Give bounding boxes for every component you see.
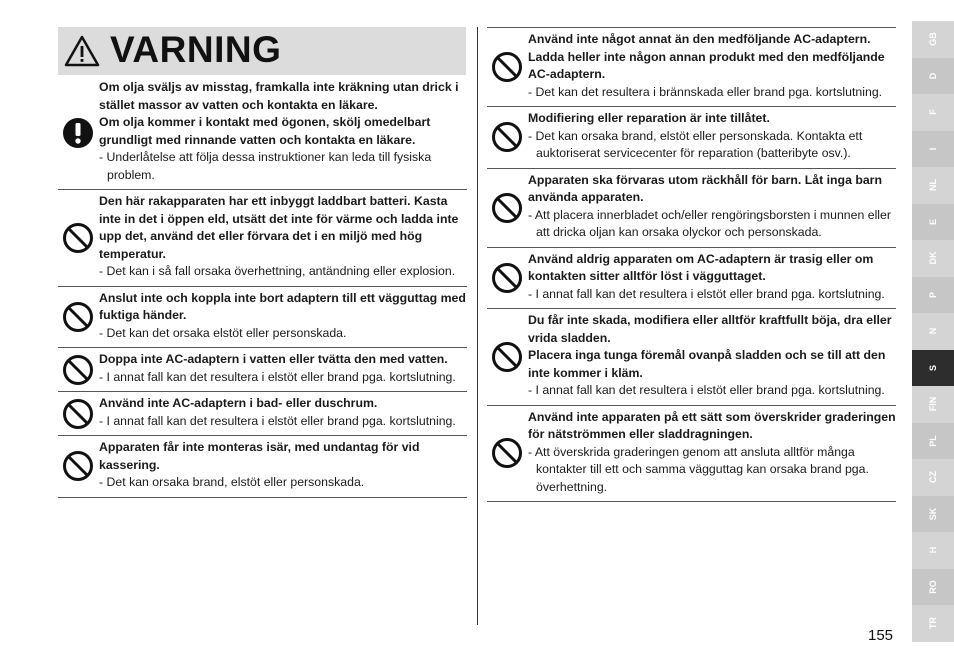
warning-item — [58, 392, 467, 436]
language-tab-label: D — [928, 72, 938, 79]
warning-text — [528, 251, 896, 304]
warning-statement: Om olja sväljs av misstag, framkalla inte kräkning utan drick i stället massor av vatten och kontakta en läkare. — [99, 80, 459, 112]
language-tab-dk[interactable] — [912, 240, 954, 277]
language-tab-label: CZ — [928, 471, 938, 484]
page-number: 155 — [868, 627, 894, 644]
warning-text — [99, 290, 467, 343]
right-column — [487, 27, 896, 502]
prohibited-icon — [62, 354, 94, 386]
warning-note: - Det kan i så fall orsaka överhettning, antändning eller explosion. — [99, 264, 456, 278]
language-tab-f[interactable] — [912, 94, 954, 131]
warning-item — [58, 76, 467, 190]
language-tab-i[interactable] — [912, 131, 954, 168]
language-tab-p[interactable] — [912, 277, 954, 314]
language-tab-h[interactable] — [912, 532, 954, 569]
warning-item — [487, 309, 896, 406]
prohibited-icon — [62, 222, 94, 254]
language-tab-gb[interactable] — [912, 21, 954, 58]
warning-text — [528, 172, 896, 242]
warning-header — [58, 27, 466, 75]
language-tab-d[interactable] — [912, 58, 954, 95]
warning-statement: Den här rakapparaten har ett inbyggt laddbart batteri. Kasta inte in det i öppen eld, utsätt det inte för värme och ladda inte upp det, använd det eller förvara det i en miljö med hög temperatur. — [99, 194, 459, 261]
warning-text — [99, 351, 467, 386]
language-tab-label: PL — [928, 434, 938, 447]
prohibited-icon — [62, 301, 94, 333]
language-tab-label: F — [928, 109, 938, 115]
prohibited-icon — [491, 121, 523, 153]
language-tab-label: FIN — [928, 397, 938, 412]
warning-note: - I annat fall kan det resultera i elstöt eller brand pga. kortslutning. — [99, 369, 456, 384]
language-tab-label: DK — [928, 251, 938, 265]
warning-note: - Det kan det orsaka elstöt eller personskada. — [99, 325, 347, 340]
language-tab-label: N — [928, 328, 938, 335]
warning-note: - Det kan orsaka brand, elstöt eller personskada. Kontakta ett auktoriserat servicecenter för reparation (batteribyte osv.). — [528, 128, 863, 160]
language-tab-sk[interactable] — [912, 496, 954, 533]
language-tab-label: S — [928, 364, 938, 371]
language-tab-cz[interactable] — [912, 459, 954, 496]
prohibited-icon — [62, 398, 94, 430]
warning-statement: Apparaten får inte monteras isär, med undantag för vid kassering. — [99, 440, 420, 472]
language-tab-fin[interactable] — [912, 386, 954, 423]
warning-statement: Apparaten ska förvaras utom räckhåll för barn. Låt inga barn använda apparaten. — [528, 172, 882, 204]
warning-statement: Använd inte AC-adaptern i bad- eller duschrum. — [99, 396, 378, 410]
prohibited-icon — [491, 51, 523, 83]
language-tab-pl[interactable] — [912, 423, 954, 460]
prohibited-icon — [491, 437, 523, 469]
warning-text — [528, 409, 896, 497]
warning-note: - I annat fall kan det resultera i elstöt eller brand pga. kortslutning. — [528, 383, 885, 397]
warning-note: - Att överskrida graderingen genom att ansluta alltför många kontakter till ett och samma vägguttag kan orsaka brand pga. överhettning. — [528, 444, 869, 494]
language-tab-ro[interactable] — [912, 569, 954, 606]
language-tab-s[interactable] — [912, 350, 954, 387]
warning-statement: Använd aldrig apparaten om AC-adaptern är trasig eller om kontakten sitter alltför löst i vägguttaget. — [528, 251, 874, 283]
language-tab-label: P — [928, 291, 938, 298]
warning-text — [99, 395, 467, 430]
warning-text — [99, 439, 467, 492]
language-tab-label: H — [928, 547, 938, 554]
warning-text — [528, 31, 896, 101]
exclamation-icon — [62, 117, 94, 149]
warning-item — [58, 287, 467, 349]
warning-triangle-icon — [64, 35, 100, 67]
warning-item — [487, 406, 896, 503]
warning-statement: Använd inte apparaten på ett sätt som överskrider graderingen för nätströmmen eller sladdragningen. — [528, 409, 896, 441]
page-title: VARNING — [110, 29, 282, 70]
warning-item — [487, 169, 896, 248]
language-tab-nl[interactable] — [912, 167, 954, 204]
warning-item — [487, 107, 896, 169]
warning-item — [58, 436, 467, 498]
prohibited-icon — [491, 192, 523, 224]
language-tab-label: GB — [928, 32, 938, 46]
warning-item — [487, 28, 896, 107]
warning-statement: Placera inga tunga föremål ovanpå sladden och se till att den inte kommer i kläm. — [528, 348, 886, 380]
language-tab-label: SK — [928, 507, 938, 521]
language-tab-label: TR — [928, 617, 938, 630]
warning-statement: Doppa inte AC-adaptern i vatten eller tvätta den med vatten. — [99, 352, 448, 366]
warning-text — [528, 110, 896, 163]
warning-item — [58, 348, 467, 392]
language-tab-label: I — [928, 147, 938, 151]
warning-statement: Anslut inte och koppla inte bort adaptern till ett vägguttag med fuktiga händer. — [99, 290, 466, 322]
language-tab-label: E — [928, 218, 938, 225]
warning-note: - Att placera innerbladet och/eller rengöringsborsten i munnen eller att dricka oljan kan orsaka olyckor och personskada. — [528, 207, 891, 239]
warning-item — [487, 248, 896, 310]
left-column — [58, 76, 467, 498]
column-divider — [477, 27, 478, 625]
warning-note: - Underlåtelse att följa dessa instruktioner kan leda till fysiska problem. — [99, 150, 432, 182]
warning-statement: Om olja kommer i kontakt med ögonen, skölj omedelbart grundligt med rinnande vatten och kontakta en läkare. — [99, 115, 431, 147]
warning-note: - I annat fall kan det resultera i elstöt eller brand pga. kortslutning. — [528, 286, 885, 301]
warning-text — [528, 312, 896, 400]
warning-note: - Det kan orsaka brand, elstöt eller personskada. — [99, 475, 365, 489]
prohibited-icon — [62, 450, 94, 482]
language-tab-tr[interactable] — [912, 605, 954, 642]
warning-text — [99, 193, 467, 281]
warning-note: - I annat fall kan det resultera i elstöt eller brand pga. kortslutning. — [99, 413, 456, 428]
language-tabs — [912, 21, 954, 642]
warning-statement: Du får inte skada, modifiera eller alltför kraftfullt böja, dra eller vrida sladden. — [528, 313, 892, 345]
language-tab-label: RO — [928, 580, 938, 594]
warning-text — [99, 79, 467, 184]
prohibited-icon — [491, 262, 523, 294]
warning-statement: Modifiering eller reparation är inte tillåtet. — [528, 111, 770, 125]
prohibited-icon — [491, 341, 523, 373]
language-tab-label: NL — [928, 179, 938, 192]
warning-item — [58, 190, 467, 287]
warning-statement: Använd inte något annat än den medföljande AC-adaptern. Ladda heller inte någon annan produkt med den medföljande AC-adaptern. — [528, 32, 885, 81]
language-tab-e[interactable] — [912, 204, 954, 241]
language-tab-n[interactable] — [912, 313, 954, 350]
warning-note: - Det kan det resultera i brännskada eller brand pga. kortslutning. — [528, 84, 883, 99]
